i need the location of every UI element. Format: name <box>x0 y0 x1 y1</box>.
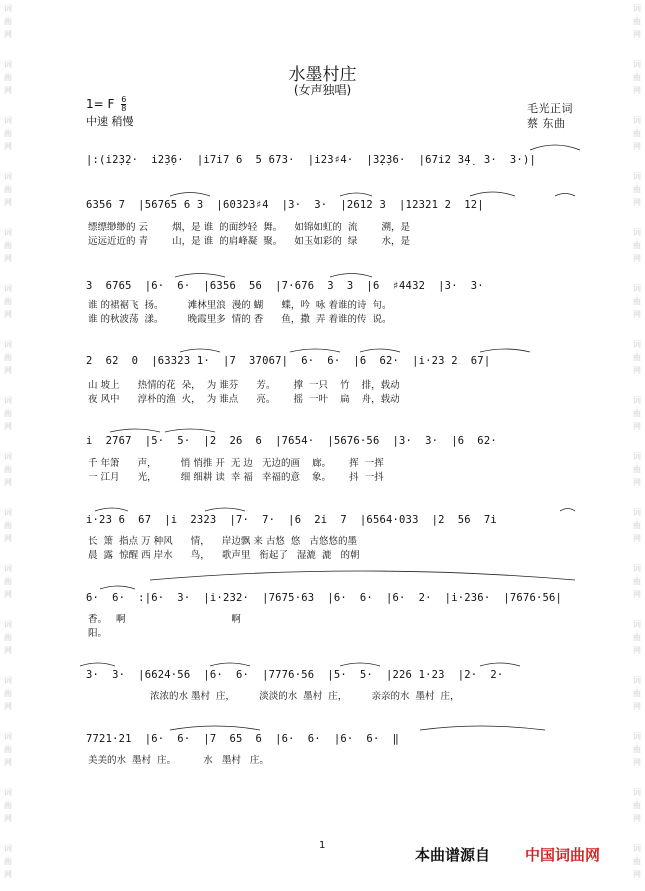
slur <box>95 508 128 511</box>
slur <box>80 663 115 666</box>
watermark-mark: 词 曲 网 <box>4 788 12 823</box>
watermark-mark: 词 曲 网 <box>633 620 641 655</box>
watermark-mark: 词 曲 网 <box>4 60 12 95</box>
watermark-mark: 词 曲 网 <box>4 620 12 655</box>
meter-bottom: 8 <box>121 104 127 113</box>
watermark-mark: 词 曲 网 <box>4 844 12 879</box>
score-row-5-lyric-2: 一 江月 光， 细 细耕 读 幸 福 幸福的意 象。 抖 一抖 <box>88 472 384 483</box>
slur <box>180 349 220 352</box>
watermark-mark: 词 曲 网 <box>633 508 641 543</box>
slur <box>560 509 575 512</box>
watermark-mark: 词 曲 网 <box>4 732 12 767</box>
score-row-2-notes: 6356 7 |56765 6 3 |60323♯4 |3· 3· |2612 3 |12321 2 12| <box>86 199 484 211</box>
watermark-mark: 词 曲 网 <box>4 172 12 207</box>
score-row-8-notes: 3· 3· |6624·56 |6· 6· |7776·56 |5· 5· |226 1·23 |2· 2· <box>86 669 504 681</box>
score-row-4-lyric-1: 山 坡上 热情的花 朵， 为 谁芬 芳。 撑 一只 竹 排，载动 <box>88 380 400 391</box>
score-row-2-lyric-2: 远远近近的 青 山，是 谁 的肩峰凝 聚。 如玉如彩的 绿 水，是 <box>88 236 411 247</box>
slur <box>150 571 575 580</box>
slur <box>420 726 545 730</box>
tempo-marking: 中速 稍慢 <box>86 115 134 128</box>
watermark-mark: 词 曲 网 <box>633 340 641 375</box>
watermark-mark: 词 曲 网 <box>633 844 641 879</box>
slur <box>110 429 160 432</box>
watermark-mark: 词 曲 网 <box>633 396 641 431</box>
composer: 蔡 东曲 <box>527 117 566 130</box>
slur <box>170 193 210 197</box>
score-row-5-notes: i 2767 |5· 5· |2 26 6 |7654· |5676·56 |3· 3· |6 62· <box>86 435 497 447</box>
page-number: 1 <box>319 840 326 851</box>
slur <box>555 194 575 197</box>
watermark-mark: 词 曲 网 <box>4 452 12 487</box>
watermark-mark: 词 曲 网 <box>4 284 12 319</box>
score-row-7-notes: 6· 6· :|6· 3· |i·232· |7675·63 |6· 6· |6· 2· |i·236· |7676·56| <box>86 592 563 604</box>
score-row-6-lyric-1: 长 箫 指点 万 种风 情， 岸边飘 来 古悠 悠 古悠悠的墨 <box>88 536 357 547</box>
score-row-9-lyric-1: 美美的水 墨村 庄。 水 墨村 庄。 <box>88 755 269 766</box>
score-row-4-notes: 2 62 0 |63323 1· |7 37067| 6· 6· |6 62· |i·23 2 67| <box>86 355 491 367</box>
watermark-mark: 词 曲 网 <box>4 508 12 543</box>
score-row-8-lyric-1: 浓浓的水 墨村 庄， 淡淡的水 墨村 庄， 亲亲的水 墨村 庄， <box>150 691 460 702</box>
meter-top: 6 <box>121 95 127 104</box>
watermark-mark: 词 曲 网 <box>633 4 641 39</box>
watermark-mark: 词 曲 网 <box>4 228 12 263</box>
watermark-mark: 词 曲 网 <box>633 60 641 95</box>
score-row-1-notes: |:(i2̣3̣2· i2̣3̣6· |i7i7 6 5 673· |i23♯4· |3̣2̣36· |67i2 3̣4̣ 3· 3·)| <box>86 154 536 166</box>
score-row-4-lyric-2: 夜 风中 淳朴的渔 火， 为 谁点 亮。 摇 一叶 扁 舟，载动 <box>88 394 400 405</box>
slur <box>340 663 380 666</box>
watermark-mark: 词 曲 网 <box>633 228 641 263</box>
source-label: 本曲谱源自 <box>415 846 491 864</box>
lyricist: 毛光正词 <box>527 102 573 115</box>
watermark-mark: 词 曲 网 <box>4 396 12 431</box>
slur <box>165 429 215 432</box>
watermark-mark: 词 曲 网 <box>633 676 641 711</box>
score-row-6-notes: i·23 6 67 |i 2323 |7· 7· |6 2i 7 |6564·033 |2 56 7i <box>86 514 497 526</box>
score-row-3-notes: 3 6765 |6· 6· |6356 56 |7·676 3 3 |6 ♯4432 |3· 3· <box>86 280 484 292</box>
watermark-mark: 词 曲 网 <box>633 732 641 767</box>
score-row-9-notes: 7721·21 |6· 6· |7 65 6 |6· 6· |6· 6· ‖ <box>86 733 400 745</box>
slur <box>100 586 135 589</box>
watermark-mark: 词 曲 网 <box>633 284 641 319</box>
slur <box>340 193 372 196</box>
slur <box>330 274 372 278</box>
score-row-3-lyric-2: 谁 的秋波荡 漾。 晚霞里多 情的 香 鱼，撒 弄 着谁的传 说。 <box>88 314 392 325</box>
score-row-3-lyric-1: 谁 的裙裾飞 扬。 滩林里浪 漫的 蝴 蝶，吟 咏 着谁的诗 句。 <box>88 300 392 311</box>
slur <box>480 349 530 352</box>
watermark-mark: 词 曲 网 <box>633 452 641 487</box>
score-row-5-lyric-1: 千 年箫 声， 悄 悄推 开 无 边 无边的画 廊。 挥 一挥 <box>88 458 384 469</box>
watermark-mark: 词 曲 网 <box>4 116 12 151</box>
watermark-mark: 词 曲 网 <box>4 4 12 39</box>
slur <box>210 663 250 666</box>
watermark-mark: 词 曲 网 <box>633 564 641 599</box>
score-row-6-lyric-2: 晨 露 惊醒 西 岸水 鸟， 歌声里 衔起了 湿漉 漉 的朝 <box>88 550 360 561</box>
song-subtitle: (女声独唱) <box>293 83 352 97</box>
score-row-2-lyric-1: 缥缥缈缈的 云 烟，是 谁 的面纱轻 舞。 如锦如虹的 流 溯，是 <box>88 222 411 233</box>
brand-logo-text[interactable]: 中国词曲网 <box>525 846 601 864</box>
watermark-mark: 词 曲 网 <box>633 788 641 823</box>
watermark-mark: 词 曲 网 <box>633 116 641 151</box>
watermark-mark: 词 曲 网 <box>4 564 12 599</box>
slur <box>480 663 520 666</box>
score-row-7-lyric-1: 香。 啊 啊 <box>88 614 241 625</box>
watermark-mark: 词 曲 网 <box>4 676 12 711</box>
watermark-mark: 词 曲 网 <box>4 340 12 375</box>
slur <box>470 192 515 196</box>
slur <box>205 508 245 511</box>
song-title: 水墨村庄 <box>288 65 357 85</box>
slur <box>290 349 340 352</box>
score-row-7-lyric-2: 阳。 <box>88 628 108 639</box>
key-label: 1= F <box>86 97 115 111</box>
slur <box>360 349 400 352</box>
slur <box>175 274 225 278</box>
slur <box>170 726 260 730</box>
watermark-mark: 词 曲 网 <box>633 172 641 207</box>
slur <box>530 145 580 150</box>
